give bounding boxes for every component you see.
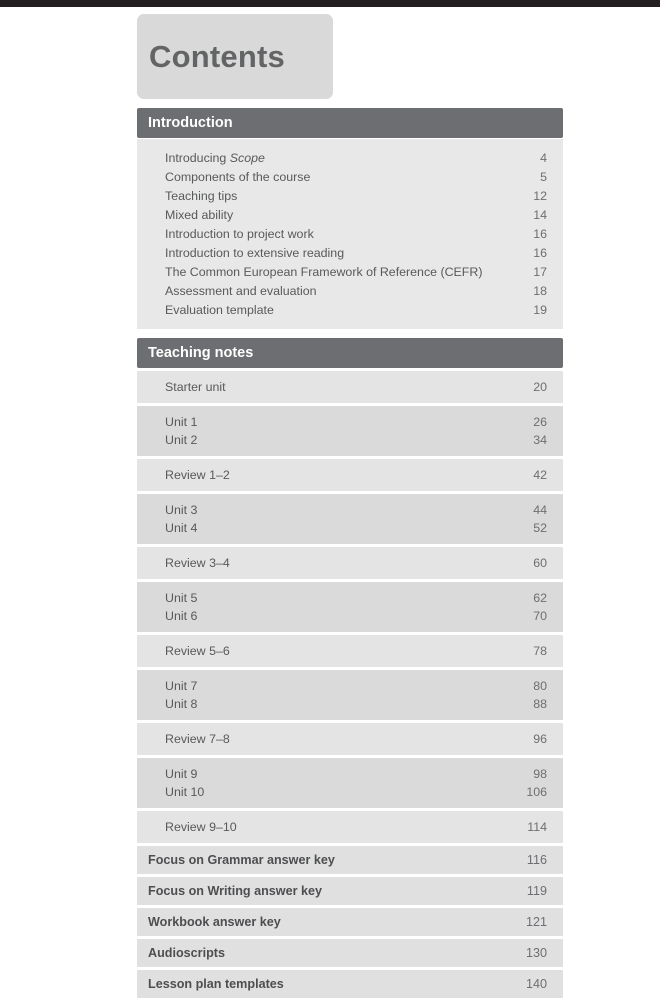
contents-entry[interactable] <box>137 765 563 783</box>
contents-entry[interactable] <box>137 243 563 262</box>
back-matter-list <box>137 846 563 998</box>
contents-entry[interactable] <box>137 466 563 484</box>
contents-entry-label: Starter unit <box>165 380 226 394</box>
contents-entry-page-number: 70 <box>533 609 547 623</box>
contents-entry-label: Introduction to extensive reading <box>165 245 345 260</box>
contents-entry-label: Review 5–6 <box>165 644 230 658</box>
page-top-rule <box>0 0 660 7</box>
contents-entry[interactable] <box>137 677 563 695</box>
contents-entry-page-number: 44 <box>533 503 547 517</box>
contents-entry[interactable] <box>137 224 563 243</box>
contents-entry[interactable] <box>137 167 563 186</box>
contents-entry-page-number: 60 <box>533 556 547 570</box>
contents-entry-page-number: 26 <box>533 415 547 429</box>
contents-entry[interactable] <box>137 431 563 449</box>
contents-entry-label: The Common European Framework of Reference (CEFR) <box>165 264 483 279</box>
back-matter-entry-label: Focus on Grammar answer key <box>148 853 335 867</box>
contents-entry[interactable] <box>137 148 563 167</box>
contents-entry-label: Unit 4 <box>165 521 198 535</box>
contents-entry-label: Unit 6 <box>165 609 198 623</box>
contents-entry[interactable] <box>137 730 563 748</box>
contents-entry-page-number: 16 <box>533 226 547 241</box>
contents-entry-label: Introducing Scope <box>165 150 265 165</box>
contents-entry-page-number: 20 <box>533 380 547 394</box>
teaching-notes-group <box>137 635 563 667</box>
contents-entry-label: Mixed ability <box>165 207 234 222</box>
page-title-block <box>137 14 333 99</box>
back-matter-entry[interactable] <box>137 970 563 998</box>
contents-entry-label: Unit 9 <box>165 767 198 781</box>
contents-entry-page-number: 42 <box>533 468 547 482</box>
contents-content <box>137 14 563 998</box>
contents-entry[interactable] <box>137 378 563 396</box>
teaching-notes-groups <box>137 371 563 843</box>
back-matter-entry[interactable] <box>137 908 563 936</box>
teaching-notes-group <box>137 547 563 579</box>
contents-entry[interactable] <box>137 783 563 801</box>
contents-entry-page-number: 12 <box>533 188 547 203</box>
contents-entry-page-number: 62 <box>533 591 547 605</box>
back-matter-entry-label: Lesson plan templates <box>148 977 284 991</box>
contents-entry-page-number: 88 <box>533 697 547 711</box>
contents-entry-page-number: 19 <box>533 302 547 317</box>
page-title: Contents <box>149 38 285 74</box>
contents-entry-page-number: 114 <box>527 820 547 834</box>
teaching-notes-group <box>137 758 563 808</box>
contents-entry-page-number: 4 <box>540 150 547 165</box>
contents-entry-page-number: 80 <box>533 679 547 693</box>
contents-entry-label: Components of the course <box>165 169 311 184</box>
contents-entry-label: Evaluation template <box>165 302 274 317</box>
contents-entry-page-number: 34 <box>533 433 547 447</box>
back-matter-entry-page-number: 119 <box>526 884 547 898</box>
teaching-notes-group <box>137 371 563 403</box>
teaching-notes-group <box>137 406 563 456</box>
contents-entry-page-number: 18 <box>533 283 547 298</box>
back-matter-entry-page-number: 121 <box>525 915 547 929</box>
contents-entry-label: Unit 1 <box>165 415 198 429</box>
contents-entry-label: Review 3–4 <box>165 556 230 570</box>
contents-entry-page-number: 98 <box>533 767 547 781</box>
contents-entry[interactable] <box>137 589 563 607</box>
contents-entry[interactable] <box>137 695 563 713</box>
contents-entry-page-number: 17 <box>533 264 547 279</box>
contents-entry-label: Review 7–8 <box>165 732 230 746</box>
back-matter-entry[interactable] <box>137 939 563 967</box>
section-heading-teaching-notes: Teaching notes <box>137 338 563 368</box>
contents-entry[interactable] <box>137 186 563 205</box>
contents-entry-page-number: 5 <box>540 169 547 184</box>
introduction-list <box>137 139 563 329</box>
back-matter-entry-page-number: 130 <box>525 946 547 960</box>
contents-entry[interactable] <box>137 281 563 300</box>
back-matter-entry[interactable] <box>137 846 563 874</box>
teaching-notes-group <box>137 670 563 720</box>
section-introduction <box>137 108 563 329</box>
back-matter-entry-label: Audioscripts <box>148 946 225 960</box>
contents-entry-label: Unit 8 <box>165 697 198 711</box>
contents-entry[interactable] <box>137 300 563 319</box>
back-matter-entry-page-number: 140 <box>525 977 547 991</box>
contents-entry-page-number: 78 <box>533 644 547 658</box>
contents-entry-page-number: 106 <box>526 785 547 799</box>
teaching-notes-group <box>137 582 563 632</box>
contents-entry-page-number: 96 <box>533 732 547 746</box>
contents-entry-page-number: 16 <box>533 245 547 260</box>
contents-entry-label: Review 9–10 <box>165 820 237 834</box>
contents-entry-label: Review 1–2 <box>165 468 230 482</box>
back-matter-entry-page-number: 116 <box>526 853 547 867</box>
contents-entry[interactable] <box>137 519 563 537</box>
teaching-notes-group <box>137 459 563 491</box>
section-heading-introduction: Introduction <box>137 108 563 138</box>
contents-entry-page-number: 52 <box>533 521 547 535</box>
contents-entry[interactable] <box>137 413 563 431</box>
contents-entry[interactable] <box>137 205 563 224</box>
contents-entry[interactable] <box>137 554 563 572</box>
contents-entry-label: Unit 5 <box>165 591 198 605</box>
contents-entry[interactable] <box>137 262 563 281</box>
contents-entry[interactable] <box>137 607 563 625</box>
contents-entry[interactable] <box>137 501 563 519</box>
contents-entry-label: Unit 10 <box>165 785 205 799</box>
contents-entry[interactable] <box>137 818 563 836</box>
contents-entry[interactable] <box>137 642 563 660</box>
back-matter-entry-label: Workbook answer key <box>148 915 281 929</box>
contents-entry-label: Assessment and evaluation <box>165 283 317 298</box>
back-matter-entry-label: Focus on Writing answer key <box>148 884 323 898</box>
teaching-notes-group <box>137 811 563 843</box>
contents-entry-label: Teaching tips <box>165 188 238 203</box>
contents-entry-label-italic: Scope <box>229 150 265 165</box>
contents-entry-label: Unit 3 <box>165 503 198 517</box>
contents-entry-page-number: 14 <box>533 207 547 222</box>
teaching-notes-group <box>137 723 563 755</box>
contents-entry-label: Unit 7 <box>165 679 198 693</box>
back-matter-entry[interactable] <box>137 877 563 905</box>
contents-entry-label: Unit 2 <box>165 433 198 447</box>
teaching-notes-group <box>137 494 563 544</box>
contents-entry-label: Introduction to project work <box>165 226 314 241</box>
section-teaching-notes <box>137 338 563 843</box>
